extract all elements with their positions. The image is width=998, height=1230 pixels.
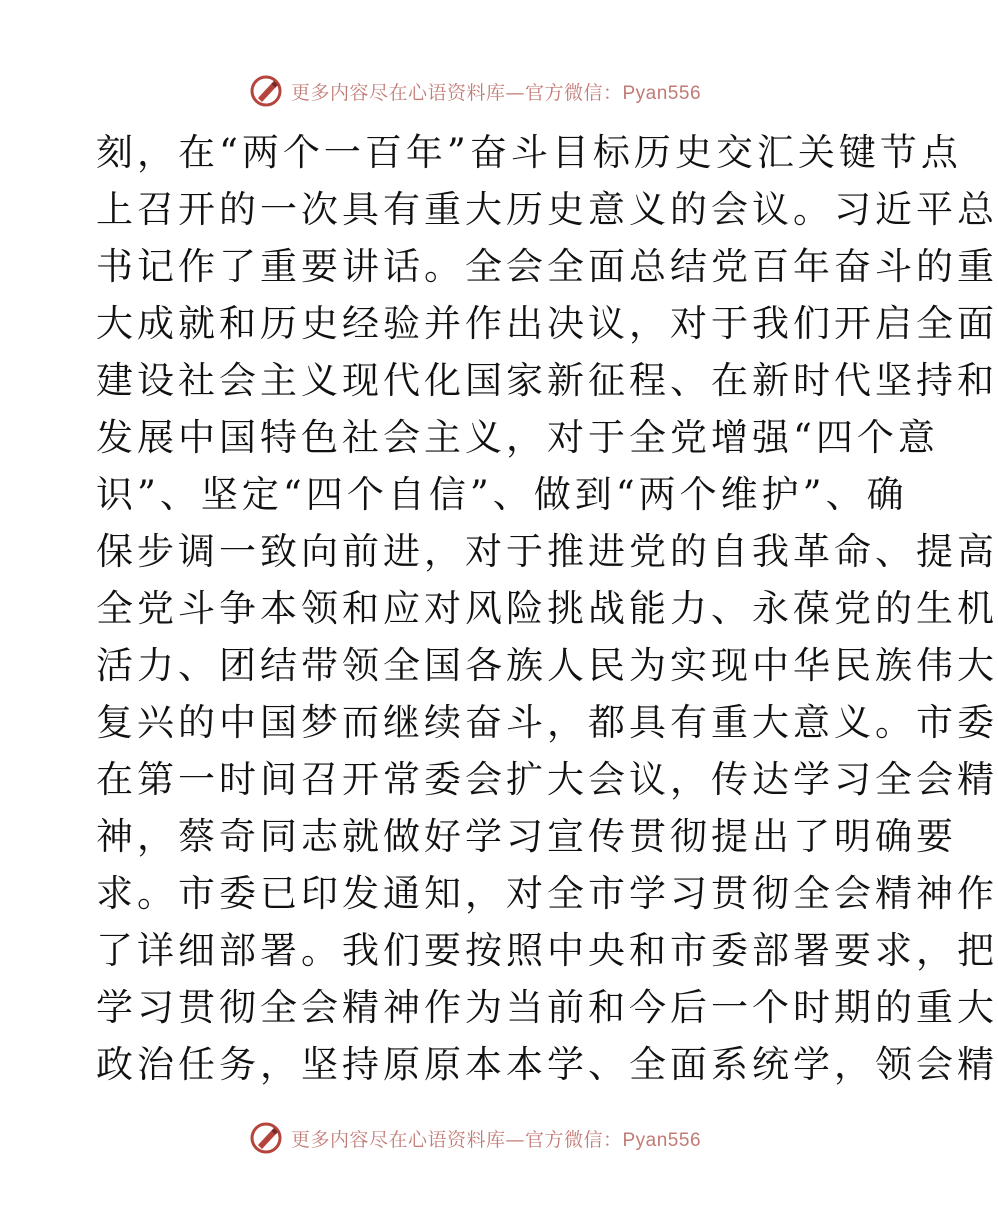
body-line: 政治任务，坚持原原本本学、全面系统学，领会精	[96, 1043, 998, 1086]
body-line: 建设社会主义现代化国家新征程、在新时代坚持和	[96, 359, 998, 402]
body-line: 书记作了重要讲话。全会全面总结党百年奋斗的重	[96, 245, 998, 288]
pen-circle-logo-icon	[249, 1121, 283, 1155]
watermark-wechat-id: Pyan556	[622, 82, 702, 104]
body-line: 求。市委已印发通知，对全市学习贯彻全会精神作	[96, 872, 998, 915]
body-line: 识”、坚定“四个自信”、做到“两个维护”、确	[96, 473, 908, 516]
watermark-footer	[0, 1118, 950, 1158]
watermark-text	[291, 78, 701, 105]
watermark-label: 更多内容尽在心语资料库—官方微信：	[290, 81, 623, 104]
watermark-text	[291, 1125, 701, 1152]
watermark-label: 更多内容尽在心语资料库—官方微信：	[290, 1128, 623, 1151]
body-line: 保步调一致向前进，对于推进党的自我革命、提高	[96, 530, 998, 573]
body-line: 活力、团结带领全国各族人民为实现中华民族伟大	[96, 644, 998, 687]
body-line: 刻，在“两个一百年”奋斗目标历史交汇关键节点	[96, 131, 962, 174]
body-line: 在第一时间召开常委会扩大会议，传达学习全会精	[96, 758, 998, 801]
body-line: 神，蔡奇同志就做好学习宣传贯彻提出了明确要	[96, 815, 957, 858]
body-line: 发展中国特色社会主义，对于全党增强“四个意	[96, 416, 939, 459]
body-line: 大成就和历史经验并作出决议，对于我们开启全面	[96, 302, 998, 345]
body-line: 全党斗争本领和应对风险挑战能力、永葆党的生机	[96, 587, 998, 630]
document-body	[96, 124, 998, 1093]
body-line: 复兴的中国梦而继续奋斗，都具有重大意义。市委	[96, 701, 998, 744]
body-line: 了详细部署。我们要按照中央和市委部署要求，把	[96, 929, 998, 972]
watermark-wechat-id: Pyan556	[622, 1129, 702, 1151]
body-line: 上召开的一次具有重大历史意义的会议。习近平总	[96, 188, 998, 231]
watermark-header	[0, 71, 950, 111]
pen-circle-logo-icon	[249, 74, 283, 108]
body-line: 学习贯彻全会精神作为当前和今后一个时期的重大	[96, 986, 998, 1029]
